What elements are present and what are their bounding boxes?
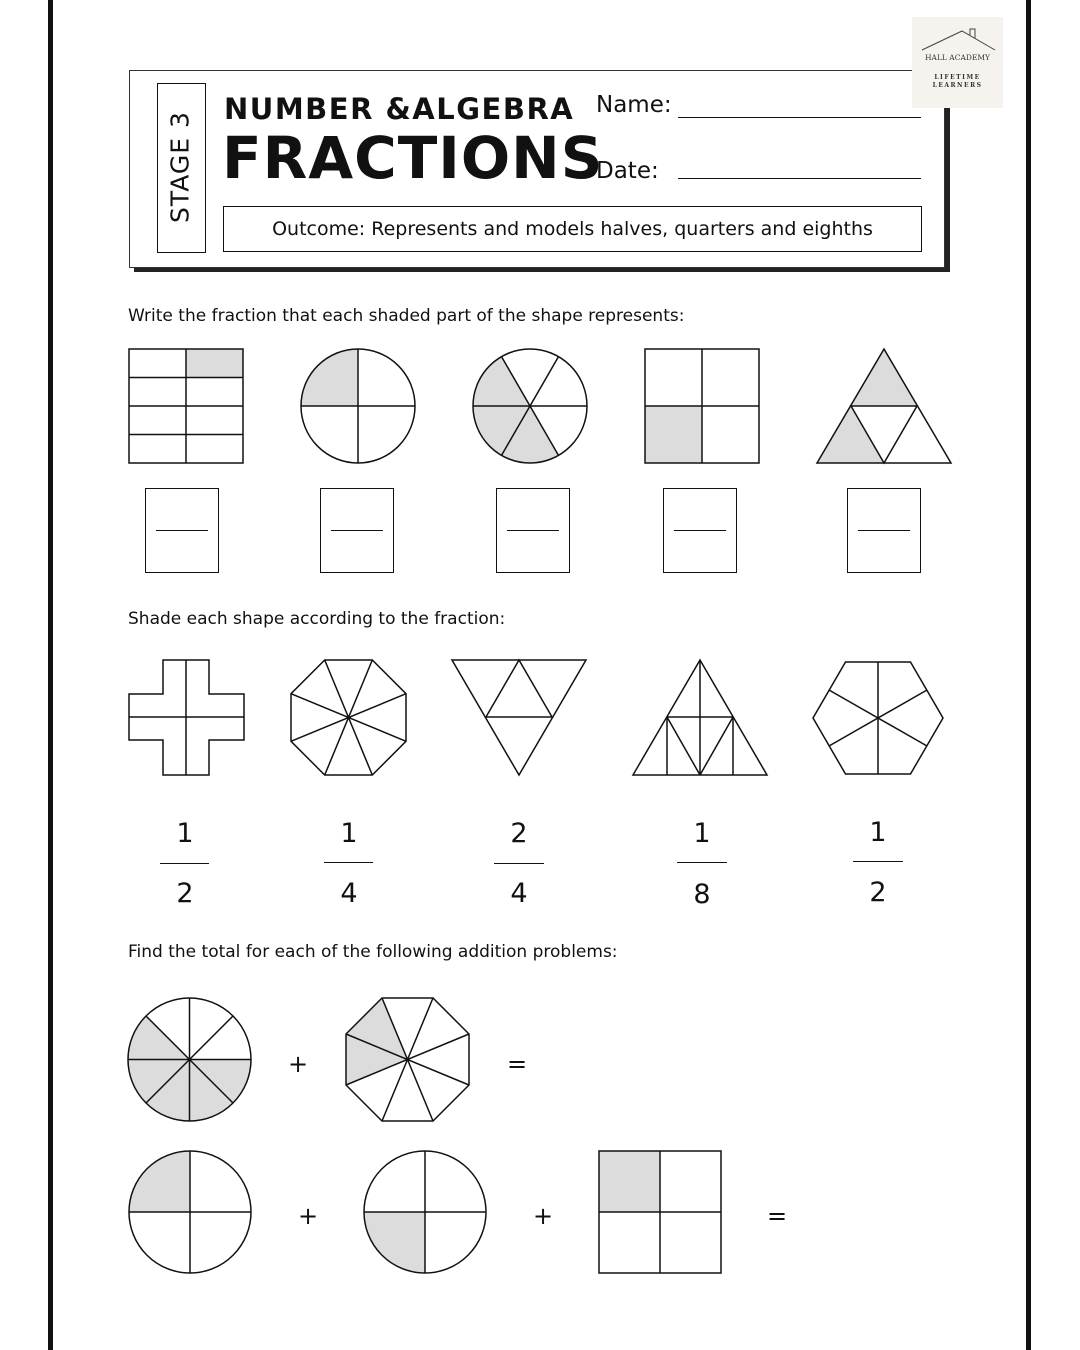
- triangle-eighths-shape: [633, 660, 769, 776]
- logo: [912, 17, 1003, 108]
- grid-rectangle-shape: [129, 349, 244, 464]
- fraction-bar: [324, 862, 373, 863]
- inverted-triangle-shape: [452, 660, 588, 776]
- answer-box-5[interactable]: [847, 488, 921, 573]
- octagon-shape: [291, 660, 407, 776]
- plus-operator: +: [532, 1202, 554, 1230]
- section1-instruction: Write the fraction that each shaded part of the shape represents:: [128, 306, 685, 326]
- logo-tagline: LIFETIME LEARNERS: [932, 74, 983, 89]
- eighths-circle-shape: [128, 998, 252, 1122]
- quarter-circle-addend-2: [364, 1151, 488, 1275]
- equals-operator: =: [766, 1202, 788, 1230]
- fraction-numerator: 1: [869, 817, 887, 848]
- section3-instruction: Find the total for each of the following addition problems:: [128, 942, 618, 962]
- answer-line: [507, 530, 559, 531]
- fraction-bar: [160, 863, 209, 864]
- cross-shape: [129, 660, 245, 776]
- date-field[interactable]: [678, 178, 921, 179]
- answer-box-1[interactable]: [145, 488, 219, 573]
- page-border-right: [1026, 0, 1031, 1350]
- subject-heading: NUMBER &ALGEBRA: [224, 92, 575, 126]
- fraction-bar: [677, 862, 727, 863]
- outcome-box: [223, 206, 922, 252]
- fraction-denominator: 2: [176, 878, 194, 909]
- date-label: Date:: [596, 158, 659, 184]
- plus-operator: +: [287, 1050, 309, 1078]
- hexagon-shape: [813, 660, 944, 776]
- section2-instruction: Shade each shape according to the fraction:: [128, 609, 506, 629]
- shaded-octagon-shape: [346, 998, 470, 1122]
- answer-line: [156, 530, 208, 531]
- quarter-square-shape: [645, 349, 760, 464]
- fraction-numerator: 2: [510, 818, 528, 849]
- answer-line: [858, 530, 910, 531]
- quarter-circle-addend-1: [129, 1151, 253, 1275]
- answer-line: [674, 530, 726, 531]
- fraction-denominator: 4: [340, 878, 358, 909]
- name-label: Name:: [596, 92, 672, 118]
- plus-operator: +: [297, 1202, 319, 1230]
- fraction-denominator: 8: [693, 879, 711, 910]
- fraction-bar: [853, 861, 903, 862]
- quarter-square-addend: [599, 1151, 723, 1275]
- answer-box-3[interactable]: [496, 488, 570, 573]
- fraction-bar: [494, 863, 544, 864]
- quarter-triangle-shape: [817, 349, 952, 465]
- equals-operator: =: [506, 1050, 528, 1078]
- outcome-text: Outcome: Represents and models halves, quarters and eighths: [272, 218, 873, 240]
- fraction-denominator: 4: [510, 878, 528, 909]
- answer-line: [331, 530, 383, 531]
- fraction-numerator: 1: [176, 818, 194, 849]
- quarter-circle-shape: [301, 349, 416, 464]
- fraction-numerator: 1: [693, 818, 711, 849]
- fraction-numerator: 1: [340, 818, 358, 849]
- answer-box-2[interactable]: [320, 488, 394, 573]
- fraction-denominator: 2: [869, 877, 887, 908]
- page-border-left: [48, 0, 53, 1350]
- stage-label: STAGE 3: [165, 111, 195, 223]
- sixths-circle-shape: [473, 349, 588, 464]
- house-roof-icon: [912, 17, 1003, 108]
- name-field[interactable]: [678, 117, 921, 118]
- logo-name: HALL ACADEMY: [925, 53, 990, 62]
- answer-box-4[interactable]: [663, 488, 737, 573]
- page-title: FRACTIONS: [222, 124, 604, 192]
